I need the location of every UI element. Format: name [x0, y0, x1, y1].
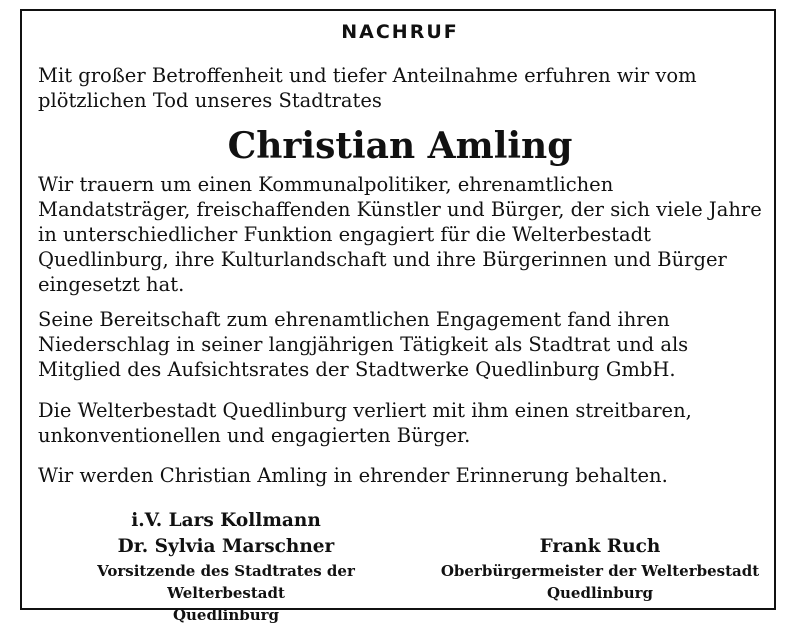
deceased-name: Christian Amling — [227, 125, 573, 167]
signatory-name: Frank Ruch — [539, 536, 661, 557]
paragraph-loss: Die Welterbestadt Quedlinburg verliert mit ihm einen streitbaren, unkonventionellen und engagierten Bürger. — [38, 399, 692, 447]
signatory-title: Vorsitzende des Stadtrates der Welterbestadt — [97, 562, 355, 602]
signature-right — [430, 534, 770, 604]
signatory-name: Dr. Sylvia Marschner — [117, 536, 335, 557]
intro-paragraph: Mit großer Betroffenheit und tiefer Anteilnahme erfuhren wir vom plötzlichen Tod unseres Stadtrates — [38, 64, 697, 112]
paragraph-engagement: Seine Bereitschaft zum ehrenamtlichen Engagement fand ihren Niederschlag in seiner langjährigen Tätigkeit als Stadtrat und als Mitglied des Aufsichtsrates der Stadtwerke Quedlinburg GmbH. — [38, 308, 689, 381]
notice-heading: NACHRUF — [341, 21, 459, 43]
signatory-title: Quedlinburg — [546, 584, 654, 602]
signature-left — [36, 508, 416, 626]
signatory-title: Quedlinburg — [172, 606, 280, 624]
paragraph-remembrance: Wir werden Christian Amling in ehrender Erinnerung behalten. — [38, 464, 668, 487]
paragraph-tribute: Wir trauern um einen Kommunalpolitiker, ehrenamtlichen Mandatsträger, freischaffenden Künstler und Bürger, der sich viele Jahre in unterschiedlicher Funktion engagiert für die Welterbestadt Quedlinburg, ihre Kulturlandschaft und ihre Bürgerinnen und Bürger eingesetzt hat. — [38, 173, 762, 296]
signatory-name: i.V. Lars Kollmann — [131, 510, 321, 531]
signatory-title: Oberbürgermeister der Welterbestadt — [440, 562, 760, 580]
